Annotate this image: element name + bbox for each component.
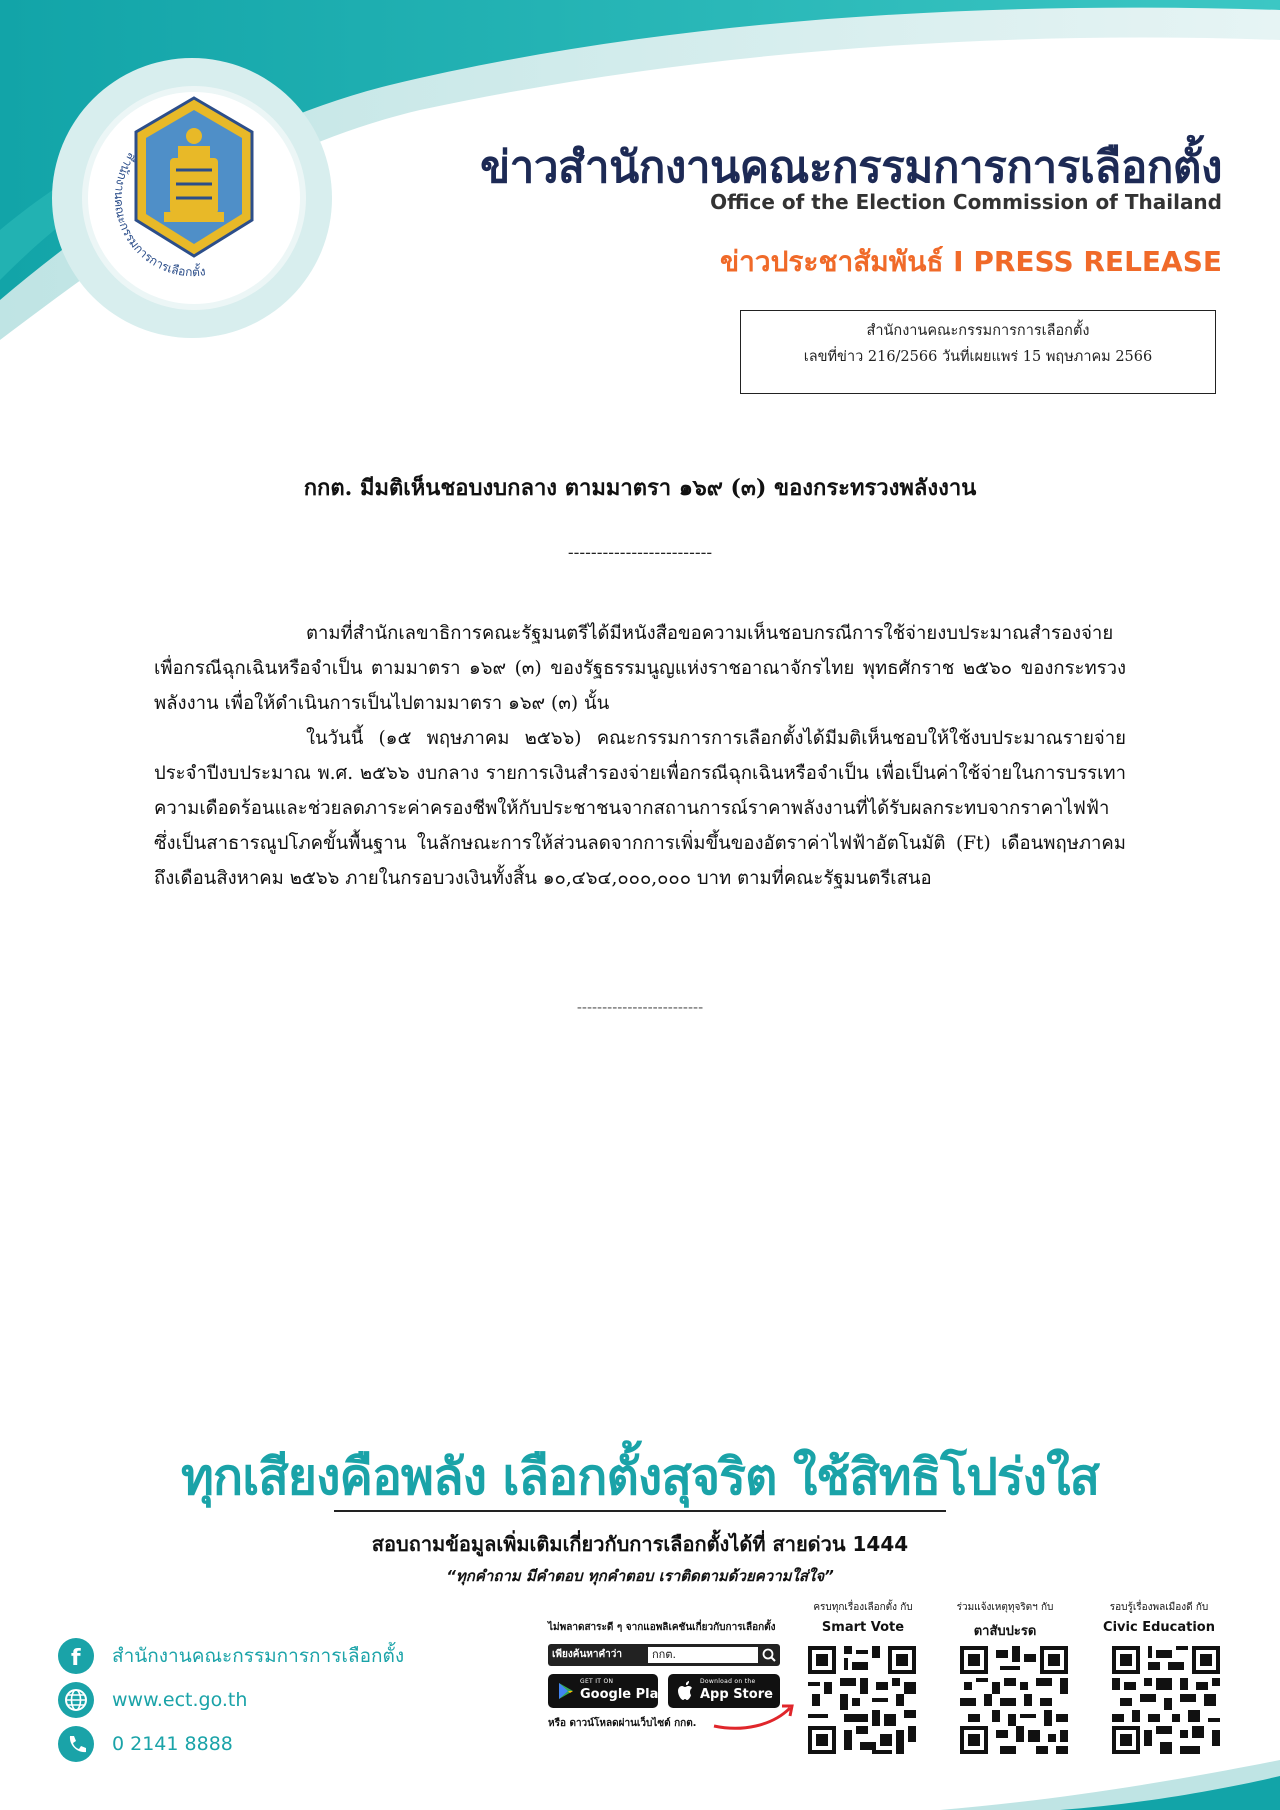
google-play-label: Google Play [580,1687,667,1702]
qr-name-civic-education: Civic Education [1103,1620,1215,1635]
qr-code-tasapparod[interactable] [956,1642,1072,1758]
google-play-small: GET IT ON [580,1678,614,1685]
hotline-text: สอบถามข้อมูลเพิ่มเติมเกี่ยวกับการเลือกตั้งได้ที่ สายด่วน 1444 [371,1532,909,1556]
reference-office: สำนักงานคณะกรรมการการเลือกตั้ง [866,323,1090,339]
globe-icon [58,1682,94,1718]
google-play-button[interactable] [548,1674,667,1708]
arrow-icon [712,1702,796,1732]
app-store-label: App Store [700,1687,773,1702]
motto-text: “ทุกคำถาม มีคำตอบ ทุกคำตอบ เราติดตามด้วยความใส่ใจ” [446,1567,834,1585]
logo-arc-text [92,96,296,300]
separator-top: ------------------------- [567,543,713,562]
press-release-label: ข่าวประชาสัมพันธ์ I PRESS RELEASE [720,245,1222,278]
facebook-icon [58,1638,94,1674]
qr-name-tasapparod: ตาสับปะรด [973,1624,1037,1639]
svg-text:f: f [71,1646,81,1671]
qr-caption-tasapparod: ร่วมแจ้งเหตุทุจริตฯ กับ [956,1602,1054,1613]
header-title-thai: ข่าวสำนักงานคณะกรรมการการเลือกตั้ง [480,142,1222,193]
paragraph-1: ตามที่สำนักเลขาธิการคณะรัฐมนตรีได้มีหนังสือขอความเห็นชอบกรณีการใช้จ่ายงบประมาณสำรองจ่ายเพื่อกรณีฉุกเฉินหรือจำเป็น ตามมาตรา ๑๖๙ (๓) ของรัฐธรรมนูญแห่งราชอาณาจักรไทย พุทธศักราช ๒๕๖๐ ของกระทรวงพลังงาน เพื่อให้ดำเนินการเป็นไปตามมาตรา ๑๖๙ (๓) นั้น [154,623,1126,714]
paragraph-2: ในวันนี้ (๑๕ พฤษภาคม ๒๕๖๖) คณะกรรมการการเลือกตั้งได้มีมติเห็นชอบให้ใช้งบประมาณรายจ่ายประจำปีงบประมาณ พ.ศ. ๒๕๖๖ งบกลาง รายการเงินสำรองจ่ายเพื่อกรณีฉุกเฉินหรือจำเป็น เพื่อเป็นค่าใช้จ่ายในการบรรเทาความเดือดร้อนและช่วยลดภาระค่าครองชีพให้กับประชาชนจากสถานการณ์ราคาพลังงานที่ได้รับผลกระทบจากราคาไฟฟ้าซึ่งเป็นสาธารณูปโภคขั้นพื้นฐาน ในลักษณะการให้ส่วนลดจากการเพิ่มขึ้นของอัตราค่าไฟฟ้าอัตโนมัติ (Ft) เดือนพฤษภาคมถึงเดือนสิงหาคม ๒๕๖๖ ภายในกรอบวงเงินทั้งสิ้น ๑๐,๔๖๔,๐๐๐,๐๐๐ บาท ตามที่คณะรัฐมนตรีเสนอ [154,728,1126,889]
qr-code-smart-vote[interactable] [804,1642,920,1758]
app-hint: ไม่พลาดสาระดี ๆ จากแอพลิเคชันเกี่ยวกับการเลือกตั้ง [548,1622,776,1633]
footer-accent [940,1760,1280,1810]
app-store-small: Download on the [700,1678,756,1685]
phone-icon [58,1726,94,1762]
apple-icon [676,1680,696,1702]
svg-text:สำนักงานคณะกรรมการการเลือกตั้ง: สำนักงานคณะกรรมการการเลือกตั้ง [111,150,207,280]
header-title-english: Office of the Election Commission of Thailand [710,190,1222,214]
search-icon [760,1645,778,1665]
reference-number-date: เลขที่ข่าว 216/2566 วันที่เผยแพร่ 15 พฤษภาคม 2566 [803,349,1153,365]
article-title: กกต. มีมติเห็นชอบงบกลาง ตามมาตรา ๑๖๙ (๓) ของกระทรวงพลังงาน [303,475,977,501]
slogan-underline [334,1510,946,1512]
qr-caption-civic-education: รอบรู้เรื่องพลเมืองดี กับ [1109,1602,1209,1613]
article-body [154,616,1126,896]
app-search-label: เพียงค้นหาคำว่า [552,1649,623,1660]
footer-slogan: ทุกเสียงคือพลัง เลือกตั้งสุจริต ใช้สิทธิโปร่งใส [180,1448,1100,1506]
qr-code-civic-education[interactable] [1108,1642,1224,1758]
contact-facebook[interactable] [58,1638,458,1678]
contact-phone-label: 0 2141 8888 [112,1733,233,1755]
qr-caption-smart-vote: ครบทุกเรื่องเลือกตั้ง กับ [813,1602,913,1613]
google-play-icon [556,1681,576,1701]
separator-bottom: ------------------------- [576,1000,704,1016]
contact-website[interactable] [58,1682,458,1722]
app-search-field: กกต. [648,1647,758,1663]
reference-box [740,310,1216,394]
contact-phone[interactable] [58,1726,458,1766]
web-download-hint: หรือ ดาวน์โหลดผ่านเว็บไซต์ กกต. [548,1718,697,1729]
contact-website-label: www.ect.go.th [112,1689,248,1711]
contact-facebook-label: สำนักงานคณะกรรมการการเลือกตั้ง [112,1645,405,1667]
qr-name-smart-vote: Smart Vote [821,1620,905,1635]
